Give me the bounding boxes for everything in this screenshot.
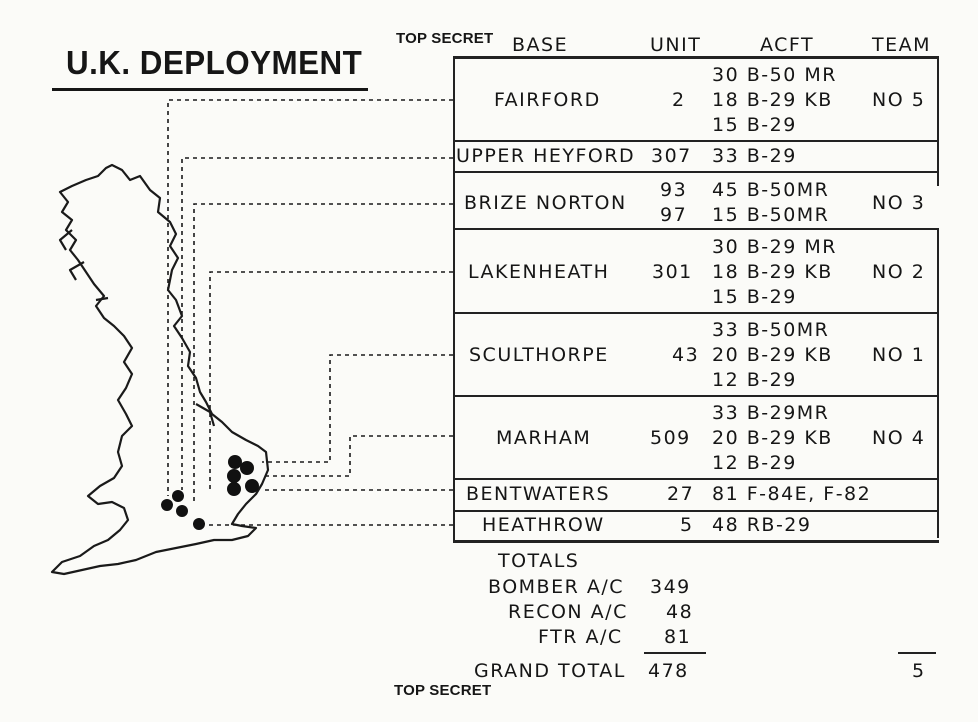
bomber-label: BOMBER A/C xyxy=(488,576,624,598)
team-cell: NO 5 xyxy=(872,89,926,111)
unit-cell: 307 xyxy=(651,145,692,167)
acft-line: 48 RB-29 xyxy=(712,514,812,536)
team-cell: NO 4 xyxy=(872,427,926,449)
unit-cell: 2 xyxy=(672,89,686,111)
marker-upper-heyford xyxy=(172,490,184,502)
unit-cell: 93 97 xyxy=(660,179,688,226)
base-cell: BRIZE NORTON xyxy=(464,192,627,214)
acft-line: 12 B-29 xyxy=(712,452,797,474)
team-sum-rule xyxy=(898,652,936,654)
header-acft: ACFT xyxy=(760,34,815,56)
marker-lakenheath-2 xyxy=(227,482,241,496)
ftr-label: FTR A/C xyxy=(538,626,623,648)
header-team: TEAM xyxy=(872,34,932,56)
team-cell: NO 3 xyxy=(872,192,926,214)
base-cell: SCULTHORPE xyxy=(469,344,609,366)
base-cell: FAIRFORD xyxy=(494,89,601,111)
team-cell: NO 2 xyxy=(872,261,926,283)
row-divider xyxy=(453,171,939,173)
row-divider xyxy=(453,510,939,512)
acft-line: 33 B-50MR xyxy=(712,319,830,341)
table-bottom-rule xyxy=(453,540,939,543)
unit-cell: 5 xyxy=(680,514,694,536)
unit-cell: 43 xyxy=(672,344,700,366)
classification-top: TOP SECRET xyxy=(396,30,494,47)
base-cell: BENTWATERS xyxy=(466,483,611,505)
marker-fairford xyxy=(161,499,173,511)
acft-line: 15 B-29 xyxy=(712,114,797,136)
acft-line: 20 B-29 KB xyxy=(712,427,833,449)
unit-cell: 509 xyxy=(650,427,691,449)
base-cell: LAKENHEATH xyxy=(468,261,610,283)
acft-line: 18 B-29 KB xyxy=(712,89,833,111)
unit-cell: 27 xyxy=(667,483,695,505)
great-britain-outline xyxy=(52,165,268,574)
marker-bentwaters xyxy=(245,479,259,493)
header-unit: UNIT xyxy=(650,34,702,56)
leader-marham xyxy=(262,436,453,476)
marker-sculthorpe xyxy=(240,461,254,475)
leader-upper-heyford xyxy=(182,158,453,490)
acft-line: 81 F-84E, F-82 xyxy=(712,483,872,505)
acft-line: 15 B-50MR xyxy=(712,204,830,226)
row-divider xyxy=(453,140,939,142)
page-title: U.K. DEPLOYMENT xyxy=(66,44,363,81)
acft-line: 33 B-29MR xyxy=(712,402,830,424)
ftr-value: 81 xyxy=(664,626,692,648)
bomber-value: 349 xyxy=(650,576,691,598)
acft-line: 18 B-29 KB xyxy=(712,261,833,283)
acft-line: 45 B-50MR xyxy=(712,179,830,201)
base-cell: MARHAM xyxy=(496,427,592,449)
marker-lakenheath xyxy=(227,469,241,483)
table-right-border-top xyxy=(937,58,939,186)
team-cell: NO 1 xyxy=(872,344,926,366)
grand-total-label: GRAND TOTAL xyxy=(474,660,626,682)
row-divider xyxy=(453,228,939,230)
marker-marham xyxy=(228,455,242,469)
acft-line: 30 B-50 MR xyxy=(712,64,837,86)
marker-heathrow xyxy=(193,518,205,530)
team-total-value: 5 xyxy=(912,660,926,682)
grand-total-value: 478 xyxy=(648,660,689,682)
recon-value: 48 xyxy=(666,601,694,623)
base-cell: HEATHROW xyxy=(482,514,605,536)
recon-label: RECON A/C xyxy=(508,601,628,623)
classification-bottom: TOP SECRET xyxy=(394,682,492,699)
row-divider xyxy=(453,312,939,314)
unit-cell: 301 xyxy=(652,261,693,283)
acft-line: 33 B-29 xyxy=(712,145,797,167)
row-divider xyxy=(453,478,939,480)
acft-line: 15 B-29 xyxy=(712,286,797,308)
leader-sculthorpe xyxy=(262,355,453,462)
marker-brize-norton xyxy=(176,505,188,517)
header-base: BASE xyxy=(512,34,569,56)
acft-line: 20 B-29 KB xyxy=(712,344,833,366)
airbase-markers xyxy=(161,455,259,530)
leader-lakenheath xyxy=(210,272,453,490)
totals-heading: TOTALS xyxy=(498,550,580,572)
table-top-rule xyxy=(453,56,939,59)
deployment-table xyxy=(453,58,939,542)
base-cell: UPPER HEYFORD xyxy=(456,145,636,167)
acft-line: 12 B-29 xyxy=(712,369,797,391)
sum-rule xyxy=(644,652,706,654)
acft-line: 30 B-29 MR xyxy=(712,236,837,258)
table-right-border-bottom xyxy=(937,228,939,538)
leader-lines xyxy=(168,100,453,525)
row-divider xyxy=(453,395,939,397)
